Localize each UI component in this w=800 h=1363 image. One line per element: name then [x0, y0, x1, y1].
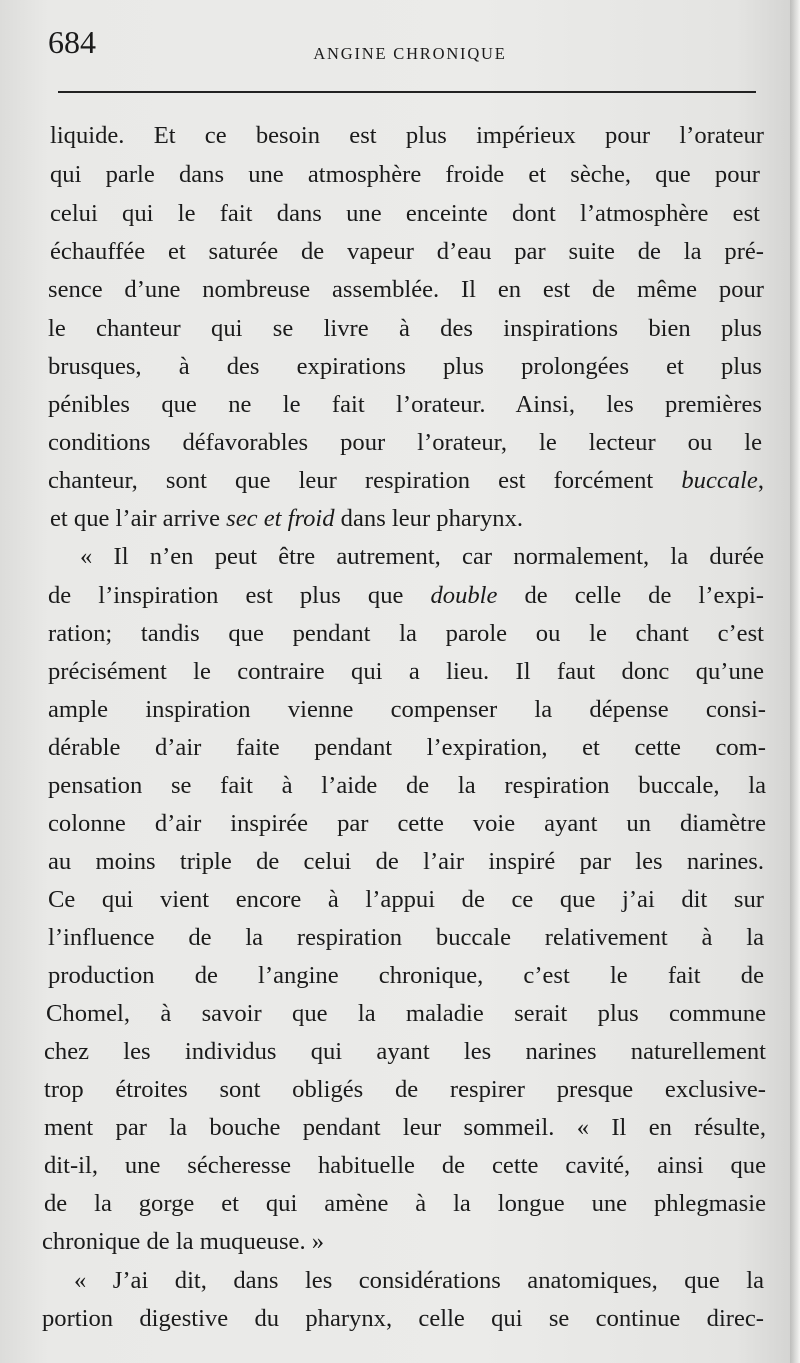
text-line: [48, 462, 764, 500]
text-line: [44, 1071, 766, 1109]
text-span: pensation se fait à l’aide de la respiration buccale, la: [48, 772, 766, 799]
text-span: sence d’une nombreuse assemblée. Il en est de même pour: [48, 276, 764, 303]
text-span: de l’inspiration est plus que: [48, 582, 431, 609]
italic-span: buccale: [681, 467, 758, 494]
text-line: [48, 729, 766, 767]
text-span: « Il n’en peut être autrement, car normalement, la durée: [80, 543, 764, 570]
text-span: portion digestive du pharynx, celle qui se continue direc-: [42, 1305, 764, 1332]
text-span: Ce qui vient encore à l’appui de ce que j’ai dit sur: [48, 886, 764, 913]
text-span: Chomel, à savoir que la maladie serait plus commune: [46, 1000, 766, 1027]
text-line: [48, 424, 762, 462]
text-line: [48, 386, 762, 424]
text-line: [48, 691, 766, 729]
text-line: [50, 500, 684, 538]
text-span: précisément le contraire qui a lieu. Il faut donc qu’une: [48, 658, 764, 685]
text-line: [48, 615, 764, 653]
text-span: de celle de l’expi-: [497, 582, 764, 609]
text-span: et que l’air arrive: [50, 505, 227, 532]
text-span: dans leur pharynx.: [334, 505, 524, 532]
text-span: dérable d’air faite pendant l’expiration, et cette com-: [48, 734, 766, 761]
italic-span: double: [430, 582, 498, 609]
text-span: ample inspiration vienne compenser la dépense consi-: [48, 696, 766, 723]
text-line: [48, 653, 764, 691]
text-span: colonne d’air inspirée par cette voie ayant un diamètre: [48, 810, 766, 837]
text-span: celui qui le fait dans une enceinte dont l’atmosphère est: [50, 200, 760, 227]
text-span: le chanteur qui se livre à des inspirations bien plus: [48, 315, 762, 342]
text-span: « J’ai dit, dans les considérations anatomiques, que la: [74, 1267, 764, 1294]
page-number: 684: [48, 24, 96, 60]
text-span: liquide. Et ce besoin est plus impérieux pour l’orateur: [50, 122, 764, 149]
text-span: trop étroites sont obligés de respirer presque exclusive-: [44, 1076, 766, 1103]
text-span: l’influence de la respiration buccale relativement à la: [48, 924, 764, 951]
text-line: [44, 1185, 766, 1223]
text-line: [48, 805, 766, 843]
text-span: production de l’angine chronique, c’est le fait de: [48, 962, 764, 989]
text-line: [48, 919, 764, 957]
text-span: ration; tandis que pendant la parole ou le chant c’est: [48, 620, 764, 647]
text-line: [50, 195, 760, 233]
text-line: [50, 233, 764, 271]
text-span: de la gorge et qui amène à la longue une phlegmasie: [44, 1190, 766, 1217]
text-line: [44, 1147, 766, 1185]
text-line: [48, 767, 766, 805]
text-span: ,: [757, 467, 764, 494]
running-title-text: ANGINE CHRONIQUE: [313, 44, 507, 63]
text-span: au moins triple de celui de l’air inspiré par les narines.: [48, 848, 764, 875]
text-line: [44, 1109, 766, 1147]
text-line: [44, 1033, 766, 1071]
text-line: [48, 881, 764, 919]
text-span: brusques, à des expirations plus prolongées et plus: [48, 353, 762, 380]
text-line: [48, 843, 764, 881]
text-line: [42, 1223, 404, 1261]
text-line: [48, 310, 762, 348]
text-line: [48, 271, 764, 309]
text-line: [50, 117, 764, 155]
text-line: [48, 577, 764, 615]
text-span: pénibles que ne le fait l’orateur. Ainsi, les premières: [48, 391, 762, 418]
text-line: [42, 1300, 764, 1338]
text-span: chanteur, sont que leur respiration est forcément: [48, 467, 682, 494]
text-line: [48, 957, 764, 995]
italic-span: sec et froid: [226, 505, 335, 532]
text-line: [80, 538, 764, 576]
text-span: conditions défavorables pour l’orateur, le lecteur ou le: [48, 429, 762, 456]
text-line: [46, 995, 766, 1033]
text-span: chez les individus qui ayant les narines naturellement: [44, 1038, 766, 1065]
text-line: [74, 1262, 764, 1300]
text-line: [48, 348, 762, 386]
text-span: dit-il, une sécheresse habituelle de cette cavité, ainsi que: [44, 1152, 766, 1179]
text-span: qui parle dans une atmosphère froide et sèche, que pour: [50, 161, 760, 188]
text-span: ment par la bouche pendant leur sommeil. « Il en résulte,: [44, 1114, 766, 1141]
text-line: [50, 156, 760, 194]
text-span: chronique de la muqueuse. »: [42, 1228, 325, 1255]
text-span: échauffée et saturée de vapeur d’eau par suite de la pré-: [50, 238, 764, 265]
